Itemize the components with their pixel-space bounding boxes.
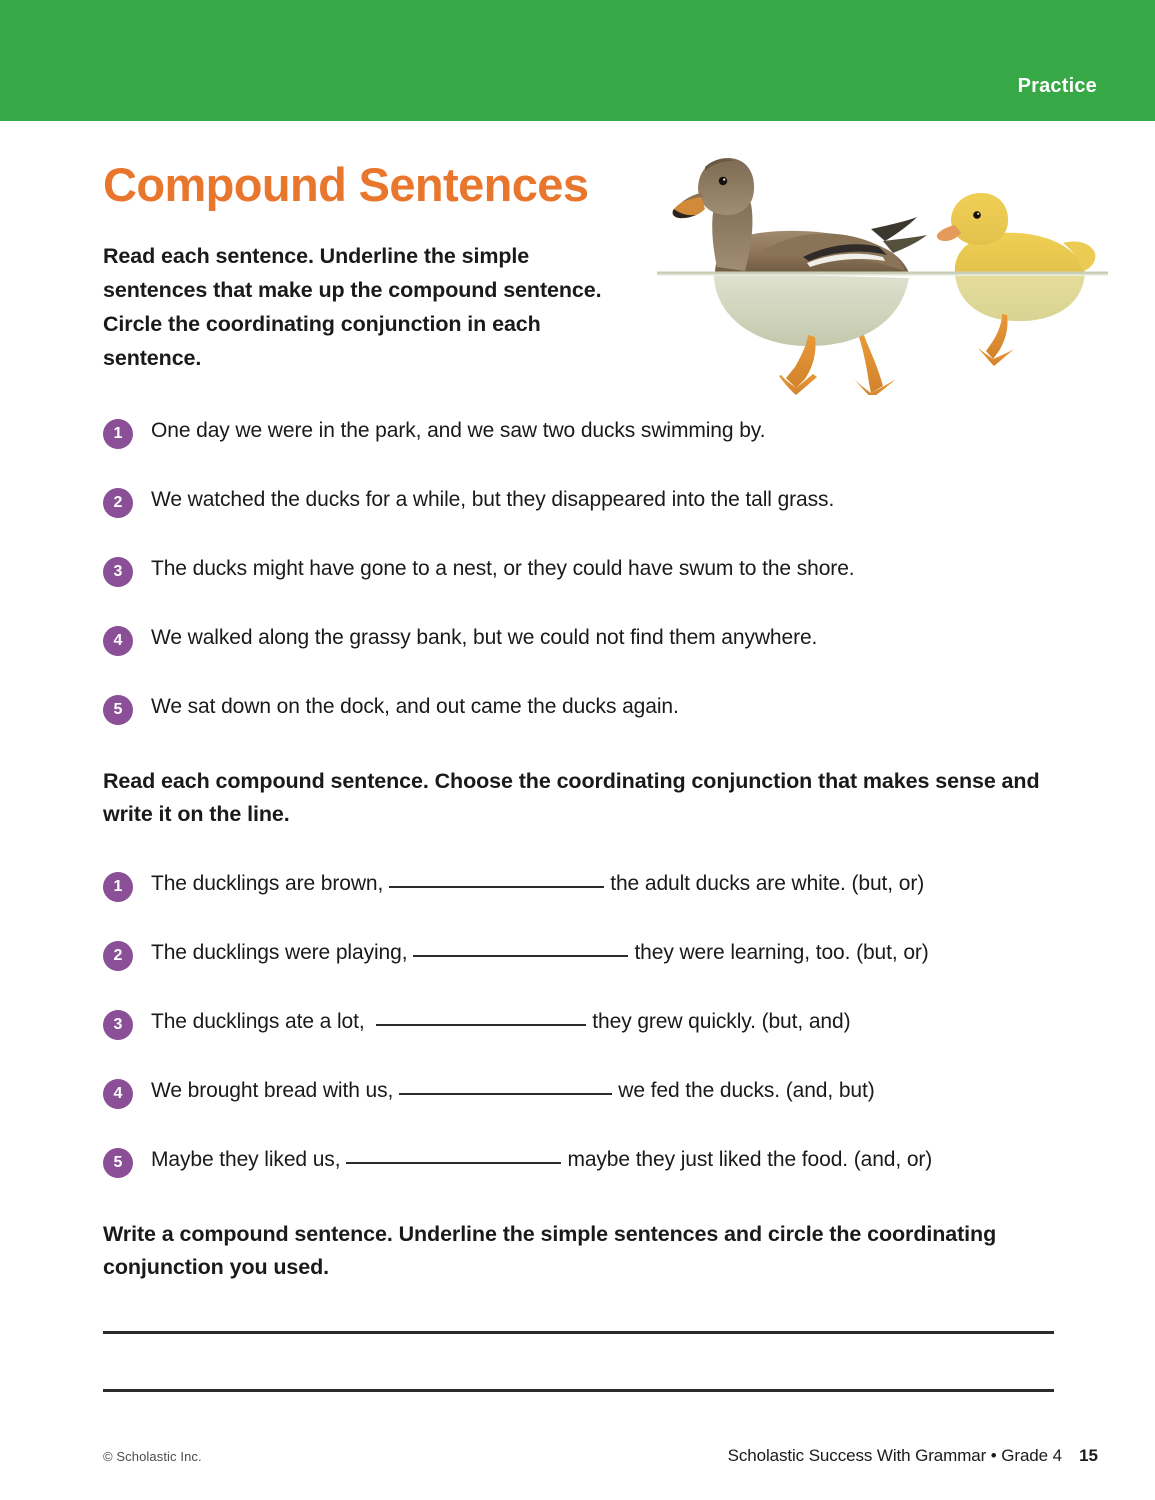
answer-blank[interactable]: [399, 1081, 612, 1095]
sentence-clause-before: We brought bread with us,: [151, 1079, 394, 1102]
list-item: [103, 1146, 1093, 1178]
sentence-clause-before: Maybe they liked us,: [151, 1148, 341, 1171]
header-band: [0, 0, 1155, 121]
practice-label: Practice: [1017, 75, 1097, 97]
fill-in-sentence: [151, 1077, 875, 1105]
page-title: Compound Sentences: [103, 158, 589, 211]
item-number-badge: 1: [103, 872, 133, 902]
item-number-badge: 2: [103, 941, 133, 971]
answer-blank[interactable]: [376, 1012, 586, 1026]
sentence-clause-before: The ducklings were playing,: [151, 941, 408, 964]
list-item: [103, 417, 1093, 449]
instructions-part-3: Write a compound sentence. Underline the simple sentences and circle the coordinating conjunction you used.: [103, 1222, 997, 1280]
list-item: [103, 693, 1093, 725]
answer-blank[interactable]: [346, 1150, 561, 1164]
fill-in-sentence: [151, 1008, 850, 1036]
item-number-badge: 3: [103, 557, 133, 587]
item-number-badge: 5: [103, 1148, 133, 1178]
sentence-clause-after: maybe they just liked the food. (and, or): [567, 1148, 933, 1171]
duck-and-duckling-photo: [655, 145, 1110, 395]
fill-in-sentence: [151, 870, 924, 898]
copyright-notice: © Scholastic Inc.: [103, 1449, 202, 1464]
instructions-part-1: Read each sentence. Underline the simple sentences that make up the compound sentence. Circle the coordinating conjunction in each sentence.: [103, 244, 602, 370]
instructions-part-2: Read each compound sentence. Choose the coordinating conjunction that makes sense and write it on the line.: [103, 769, 1040, 827]
sentence-text: We walked along the grassy bank, but we could not find them anywhere.: [151, 626, 818, 649]
sentence-clause-before: The ducklings are brown,: [151, 872, 384, 895]
item-number-badge: 2: [103, 488, 133, 518]
answer-blank[interactable]: [389, 874, 604, 888]
item-number-badge: 5: [103, 695, 133, 725]
list-item: [103, 486, 1093, 518]
list-item: [103, 624, 1093, 656]
item-number-badge: 3: [103, 1010, 133, 1040]
fill-in-sentence: [151, 939, 929, 967]
sentence-clause-before: The ducklings ate a lot,: [151, 1010, 371, 1033]
sentence-text: One day we were in the park, and we saw two ducks swimming by.: [151, 419, 766, 442]
list-item: [103, 1077, 1093, 1109]
list-item: [103, 1008, 1093, 1040]
list-item: [103, 870, 1093, 902]
sentence-text: We watched the ducks for a while, but they disappeared into the tall grass.: [151, 488, 835, 511]
item-number-badge: 4: [103, 626, 133, 656]
sentence-clause-after: they grew quickly. (but, and): [592, 1010, 851, 1033]
sentence-text: The ducks might have gone to a nest, or they could have swum to the shore.: [151, 557, 855, 580]
list-item: [103, 939, 1093, 971]
book-title-footer: Scholastic Success With Grammar • Grade 4: [727, 1446, 1062, 1465]
writing-line-1[interactable]: [103, 1331, 1054, 1334]
item-number-badge: 4: [103, 1079, 133, 1109]
fill-in-sentence: [151, 1146, 932, 1174]
sentence-clause-after: they were learning, too. (but, or): [634, 941, 929, 964]
item-number-badge: 1: [103, 419, 133, 449]
writing-line-2[interactable]: [103, 1389, 1054, 1392]
list-item: [103, 555, 1093, 587]
page-number: 15: [1079, 1446, 1098, 1465]
sentence-clause-after: the adult ducks are white. (but, or): [610, 872, 925, 895]
sentence-text: We sat down on the dock, and out came the ducks again.: [151, 695, 679, 718]
answer-blank[interactable]: [413, 943, 628, 957]
sentence-clause-after: we fed the ducks. (and, but): [618, 1079, 875, 1102]
